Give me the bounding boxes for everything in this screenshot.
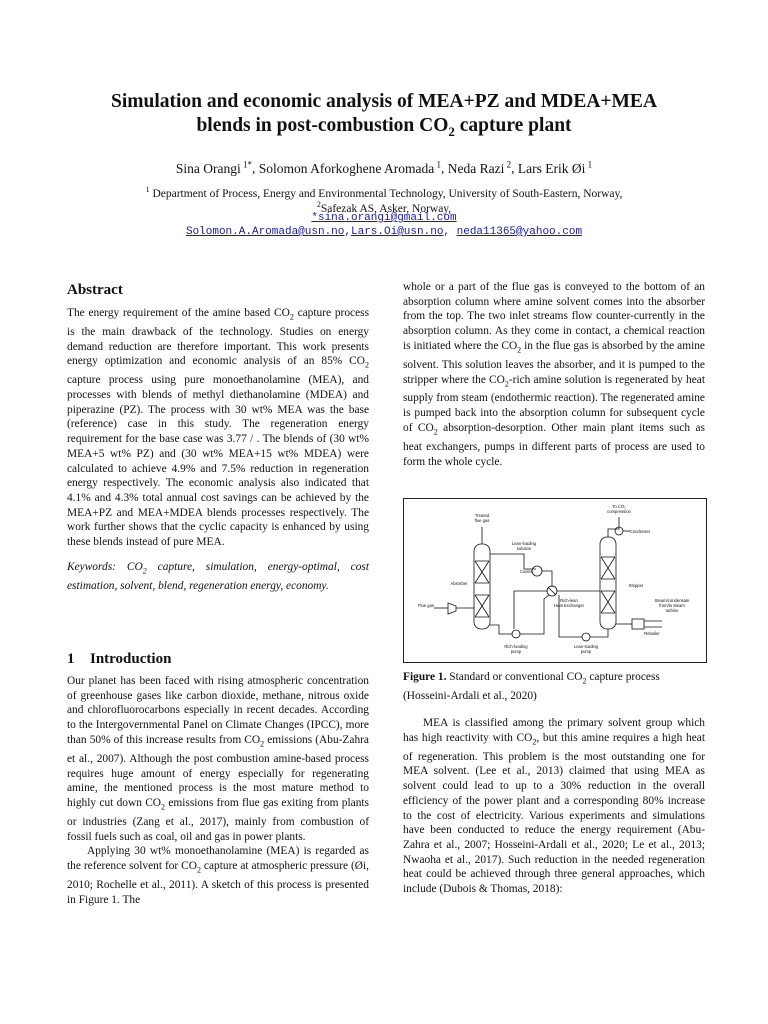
section-title: Introduction	[90, 651, 172, 667]
diagram-label: Stripper	[628, 583, 644, 588]
right-column-bottom	[403, 716, 705, 897]
abstract-heading: Abstract	[67, 282, 123, 298]
reboiler-icon	[632, 619, 644, 629]
diagram-label: Rich-lean	[560, 598, 578, 603]
paper-title	[40, 90, 728, 144]
diagram-label: compression	[607, 509, 631, 514]
diagram-label: solution	[516, 546, 532, 551]
author: Solomon Aforkoghene Aromada $^1$	[258, 159, 441, 176]
diagram-label: Reboiler	[644, 631, 660, 636]
title-line-2	[40, 114, 728, 144]
diagram-label: Steam/condensate	[654, 598, 690, 603]
keywords: Keywords: $CO_2$ capture, simulation, energy-optimal, cost estimation, solvent, blend, regeneration energy, economy.	[67, 560, 369, 592]
diagram-label: Condenser	[629, 529, 651, 534]
figure-1-caption: Figure 1. Standard or conventional $CO_2$ capture process (Hosseini-Ardali et al., 2020)	[403, 671, 660, 702]
diagram-label: Lean-loading	[573, 644, 599, 649]
intro-heading	[67, 651, 171, 668]
title-text: capture plant	[454, 115, 572, 136]
email-link[interactable]: Solomon.A.Aromada@usn.no	[185, 226, 345, 238]
title-text: blends in post-combustion CO	[196, 115, 449, 136]
diagram-label: Treated	[474, 513, 490, 518]
diagram-label: Absorber	[450, 581, 468, 586]
email-link[interactable]: neda11365@yahoo.com	[456, 226, 583, 238]
blower-icon	[448, 603, 456, 614]
author-list: Sina Orangi $^{1*}$, Solomon Aforkoghene Aromada $^1$, Neda Razi $^2$, Lars Erik Øi $^1$	[175, 159, 593, 176]
affiliation-1: $^1$ Department of Process, Energy and Environmental Technology, University of South-Eastern, Norway,	[145, 185, 623, 200]
intro-paragraph-2: Applying 30 wt% monoethanolamine (MEA) is regarded as the reference solvent for $CO_2$ capture at atmospheric pressure (Øi, 2010; Rochelle et al., 2011). A sketch of this process is presented in Figure 1. The	[67, 845, 369, 906]
mea-paragraph: MEA is classified among the primary solvent group which has high reactivity with $CO_2$, but this amine requires a high heat of regeneration. This problem is the most outstanding one for MEA solvent. (Lee et al., 2013) claimed that using MEA as solvent could lead to up to a 30% reduction in the overall efficiency of the power plant and a corresponding 80% increase to the cost of electricity. Various experiments and simulations have been conducted to reduce the energy requirement (Abu-Zahra et al., 2007; Hosseini-Ardali et al., 2020; Le et al., 2013; Nwaoha et al., 2017). Such reduction in the needed regeneration heat could be achieved through three general approaches, which include (Dubois & Thomas, 2018):	[403, 717, 705, 896]
diagram-label: from/to steam	[659, 603, 685, 608]
intro-body	[67, 674, 369, 907]
affiliation-2: $^2$Safezak AS, Asker, Norway,	[316, 200, 452, 215]
diagram-label: Cooler	[519, 569, 533, 574]
author: Sina Orangi $^{1*}$	[175, 159, 253, 176]
email-link[interactable]: Lars.Oi@usn.no	[351, 226, 444, 238]
process-flow-diagram	[404, 499, 706, 662]
diagram-label: Flue gas	[417, 603, 435, 608]
author: Lars Erik Øi $^1$	[517, 159, 593, 176]
abstract-text: The energy requirement of the amine based $CO_2$ capture process is the main drawback of the technology. Studies on energy demand reduction are therefore important. This work presents energy optimization and economic analysis of an 85% $CO_2$ capture process using pure monoethanolamine (MEA), and processes with blends of methyl diethanolamine (MDEA) and piperazine (PZ). The process with 30 wt% MEA was the base (reference) case in this study. The regeneration energy requirement for the base case was 3.77 / . The blends of (30 wt% MEA+5 wt% PZ) and (30 wt% MEA+15 wt% MDEA) were calculated to achieve 4.9% and 7.5% reduction in regeneration energy respectively. The economic analysis also indicated that 4.1% and 4.3% total annual cost savings can be achieved by the MEA+PZ and MEA+MDEA blends processes respectively. The work further shows that the cyclic capacity is enhanced by using these blends instead of pure MEA.	[67, 307, 370, 549]
lean-pump-icon	[582, 633, 590, 641]
absorber-column	[474, 544, 490, 629]
author: Neda Razi $^2$	[447, 159, 512, 176]
email-link[interactable]: *sina.orangi@gmail.com	[311, 212, 457, 224]
right-column-top	[403, 280, 705, 469]
figure-1-diagram	[403, 498, 707, 663]
email-line-2: Solomon.A.Aromada@usn.no,Lars.Oi@usn.no, neda11365@yahoo.com	[185, 226, 583, 238]
intro-paragraph-1: Our planet has been faced with rising atmospheric concentration of greenhouse gases like carbon dioxide, methane, nitrous oxide and chlorofluorocarbons especially in recent decades. According to the Intergovernmental Panel on Climate Changes (IPCC), more than 50% of this increase results from $CO_2$ emissions (Abu-Zahra et al., 2007). Although the post combustion amine-based process requires huge amount of energy especially for regenerating amine, the mentioned process is the most mature method to highly cut down $CO_2$ emissions from flue gas exiting from plants or industries (Zang et al., 2017), mainly from combustion of fossil fuels such as coal, oil and gas in power plants.	[67, 675, 369, 843]
title-subscript: 2	[448, 123, 455, 139]
section-number: 1	[67, 651, 75, 667]
diagram-label: pump	[510, 649, 522, 654]
diagram-label: pump	[580, 649, 592, 654]
diagram-label: To CO₂	[612, 504, 626, 509]
diagram-label: flue gas	[474, 518, 490, 523]
diagram-label: Lean-loading	[511, 541, 537, 546]
diagram-label: Rich-loading	[504, 644, 528, 649]
abstract-body	[67, 306, 369, 594]
rich-pump-icon	[512, 630, 520, 638]
diagram-label: Heat Exchanger	[553, 603, 585, 608]
email-line-1	[40, 211, 728, 226]
cooler-icon	[532, 566, 542, 576]
title-line-1: Simulation and economic analysis of MEA+PZ and MDEA+MEA	[110, 91, 658, 112]
diagram-label: turbine	[665, 608, 679, 613]
stripper-column	[600, 537, 616, 629]
process-description: whole or a part of the flue gas is conveyed to the bottom of an absorption column where amine solvent comes into the absorber from the top. The two inlet streams flow counter-currently in the absorption column. As they come in contact, a chemical reaction is initiated where the $CO_2$ in the flue gas is absorbed by the amine solvent. This solution leaves the absorber, and it is pumped to the stripper where the $CO_2$-rich amine solution is regenerated by heat supply from steam (endothermic reaction). The regenerated amine is pumped back into the absorption column for subsequent cycle of $CO_2$ absorption-desorption. Other main plant items such as heat exchangers, pumps in different parts of process are used to form the whole cycle.	[403, 281, 706, 468]
